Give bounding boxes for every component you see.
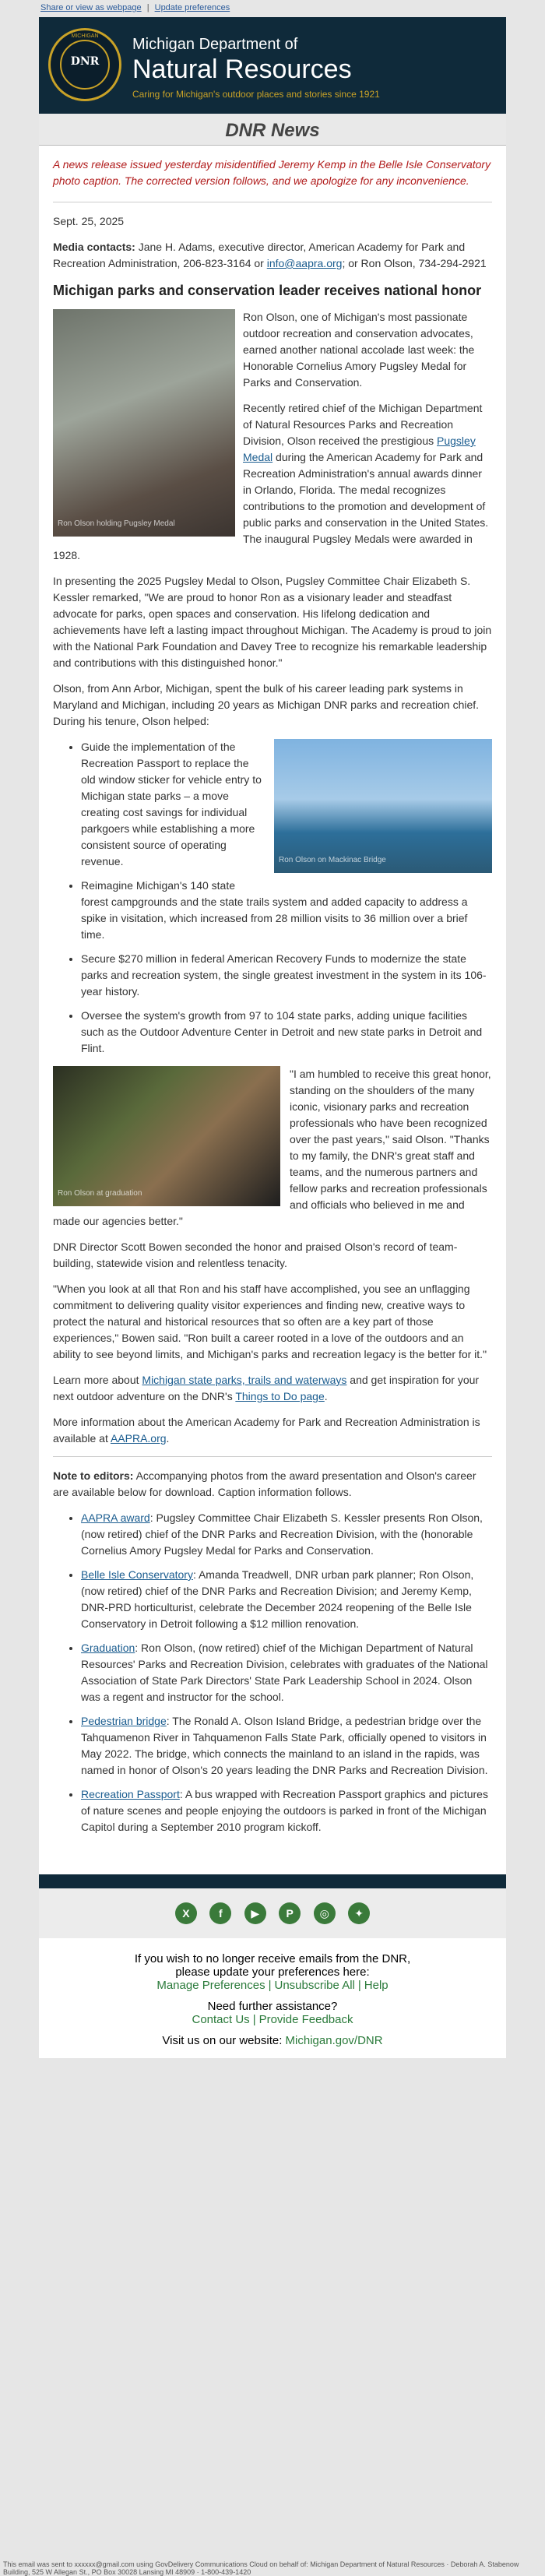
pipe-separator: | — [252, 2013, 256, 2026]
caption-text: : Pugsley Committee Chair Elizabeth S. Kessler presents Ron Olson, (now retired) chief of the DNR Parks and Recreation Division, with the (honorable Cornelius Amory Pugsley Medal for Parks and Conservation. — [81, 1511, 483, 1557]
aapra-email-link[interactable]: info@aapra.org — [266, 257, 343, 269]
photo-olson-medal[interactable] — [53, 309, 235, 537]
para-medal-a: Recently retired chief of the Michigan Department of Natural Resources Parks and Recreation Division, Olson received the prestigious — [243, 402, 483, 447]
para-learn-more — [53, 1372, 492, 1405]
correction-notice: A news release issued yesterday misidentified Jeremy Kemp in the Belle Isle Conservatory photo caption. The corrected version follows, and we apologize for any inconvenience. — [53, 158, 491, 187]
para-olson-quote: "I am humbled to receive this great honor, standing on the shoulders of the many iconic, visionary parks and recreation professionals who have been recognized over the past years," said Olson. "Thanks to my family, the DNR's great staff and teams, and the numerous partners and fellow parks and recreation professionals and officials who believed in me and made our agencies better." — [53, 1068, 491, 1227]
things-to-do-link[interactable]: Things to Do page — [235, 1390, 325, 1402]
dnr-website-link[interactable]: Michigan.gov/DNR — [285, 2034, 383, 2047]
pinterest-icon[interactable]: P — [279, 1902, 301, 1924]
support-links — [54, 2013, 490, 2026]
caption-item — [81, 1713, 492, 1779]
footer-visit-text: Visit us on our website: — [162, 2034, 286, 2047]
state-parks-link[interactable]: Michigan state parks, trails and waterways — [142, 1374, 347, 1386]
aapra-text-a: More information about the American Academy for Park and Recreation Administration is available at — [53, 1416, 480, 1445]
para-medal-b: during the American Academy for Park and Recreation Administration's annual awards dinner in Orlando, Florida. The medal recognizes contributions to the promotion and development of public parks and conservation in the United States. The inaugural Pugsley Medals were awarded in 1928. — [53, 451, 489, 561]
photo-alt: Ron Olson at graduation — [58, 1189, 142, 1198]
caption-item — [81, 1786, 492, 1835]
learn-text-c: . — [324, 1390, 328, 1402]
article-headline: Michigan parks and conservation leader receives national honor — [53, 283, 482, 298]
preference-links — [54, 1979, 490, 1992]
header-tagline: Caring for Michigan's outdoor places and stories since 1921 — [132, 89, 380, 100]
photo-alt: Ron Olson holding Pugsley Medal — [58, 519, 175, 528]
photo-olson-bridge[interactable] — [274, 739, 492, 873]
news-banner-title: DNR News — [225, 120, 320, 141]
bluesky-icon[interactable]: ✦ — [348, 1902, 370, 1924]
footer-line-1: If you wish to no longer receive emails from the DNR, — [134, 1952, 411, 1965]
pipe-separator: | — [268, 1979, 272, 1992]
contact-us-link[interactable]: Contact Us — [192, 2013, 250, 2026]
aapra-link[interactable]: AAPRA.org — [110, 1432, 167, 1445]
youtube-icon[interactable]: ▶ — [244, 1902, 266, 1924]
top-links — [0, 0, 545, 16]
para-intro: Ron Olson, one of Michigan's most passionate outdoor recreation and conservation advocates, earned another national accolade last week: the Honorable Cornelius Amory Pugsley Medal for Parks and Conservation. — [243, 311, 475, 389]
article-content — [39, 146, 506, 1860]
media-contacts — [53, 239, 492, 272]
footer-band — [39, 1874, 506, 1888]
caption-link-belle-isle[interactable]: Belle Isle Conservatory — [81, 1568, 193, 1581]
caption-text: : A bus wrapped with Recreation Passport graphics and pictures of nature scenes and people enjoying the outdoors is parked in front of the Michigan Capitol during a September 2010 program kickoff. — [81, 1788, 488, 1833]
para-bowen: DNR Director Scott Bowen seconded the honor and praised Olson's record of team-building, statewide vision and relentless tenacity. — [53, 1240, 458, 1269]
release-date: Sept. 25, 2025 — [53, 215, 125, 227]
seal-text: DNR — [70, 55, 100, 68]
top-separator: | — [146, 3, 149, 12]
note-to-editors — [53, 1468, 492, 1501]
photo-olson-graduation[interactable] — [53, 1066, 280, 1206]
footer-line-2: please update your preferences here: — [175, 1965, 370, 1979]
caption-item — [81, 1640, 492, 1705]
editors-text: Accompanying photos from the award presentation and Olson's career are available below for download. Caption information follows. — [53, 1469, 476, 1498]
instagram-icon[interactable]: ◎ — [314, 1902, 336, 1924]
media-contacts-label: Media contacts: — [53, 241, 135, 253]
help-link[interactable]: Help — [364, 1979, 389, 1992]
fine-print: This email was sent to xxxxxx@gmail.com using GovDelivery Communications Cloud on behalf of: Michigan Department of Natural Resources · Deborah A. Stabenow Building, 525 W Allegan St., PO Box 30028 Lansing MI 48909 · 1-800-439-1420 — [3, 2560, 519, 2576]
email-body — [39, 17, 506, 2058]
aapra-text-b: . — [166, 1432, 170, 1445]
social-links — [39, 1888, 506, 1938]
list-item: • Oversee the system's growth from 97 to 104 state parks, adding unique facilities such as the Outdoor Adventure Center in Detroit and new state parks in Detroit and Flint. — [81, 1008, 492, 1057]
para-bowen-quote: "When you look at all that Ron and his staff have accomplished, you see an unflagging commitment to delivering quality visitor experiences and finding new, creative ways to protect the natural and historical resources that so often are a key part of those experiences," Bowen said. "Ron built a career rooted in a love of the outdoors and an ability to see beyond limits, and Michigan's parks and recreation legacy is the better for it." — [53, 1283, 487, 1360]
list-item: • Secure $270 million in federal American Recovery Funds to modernize the state parks and recreation system, the single greatest investment in the system in its 106-year history. — [81, 951, 492, 1000]
caption-item — [81, 1510, 492, 1559]
facebook-icon[interactable]: f — [209, 1902, 231, 1924]
list-item: • Guide the implementation of the Recreation Passport to replace the old window sticker for vehicle entry to Michigan state parks – a move creating cost savings for individual parkgoers while establishing a more consistent source of operating revenue. — [81, 739, 492, 870]
news-banner — [39, 114, 506, 146]
divider — [53, 1456, 492, 1457]
unsubscribe-all-link[interactable]: Unsubscribe All — [274, 1979, 355, 1992]
caption-link-recreation-passport[interactable]: Recreation Passport — [81, 1788, 180, 1800]
footer-website — [54, 2034, 490, 2047]
seal-ring-text: MICHIGAN — [71, 33, 99, 39]
provide-feedback-link[interactable]: Provide Feedback — [258, 2013, 353, 2026]
dnr-header — [39, 17, 506, 114]
x-icon[interactable]: X — [175, 1902, 197, 1924]
para-aapra-info — [53, 1414, 492, 1447]
learn-text-b: and get inspiration for your next outdoor adventure on the DNR's — [53, 1374, 480, 1402]
caption-link-graduation[interactable]: Graduation — [81, 1642, 135, 1654]
caption-text: : Ron Olson, (now retired) chief of the Michigan Department of Natural Resources' Parks and Recreation Division, celebrates with graduates of the National Association of State Park Directors' State Park Leadership School in 2024. Olson was a regent and instructor for the school. — [81, 1642, 488, 1703]
caption-link-aapra-award[interactable]: AAPRA award — [81, 1511, 150, 1524]
update-preferences-link[interactable]: Update preferences — [154, 3, 230, 12]
para-kessler-quote: In presenting the 2025 Pugsley Medal to Olson, Pugsley Committee Chair Elizabeth S. Kessler remarked, "We are proud to honor Ron as a visionary leader and steadfast advocate for parks, open spaces and conservation. His lifelong dedication and achievements have left a lasting impact throughout Michigan. The Academy is proud to join with the National Park Foundation and Davey Tree to recognize his remarkable leadership and contributions with this distinguished honor." — [53, 575, 492, 669]
header-title: Natural Resources — [132, 55, 352, 84]
contacts-text-2: ; or Ron Olson, 734-294-2921 — [342, 257, 487, 269]
caption-text: : The Ronald A. Olson Island Bridge, a pedestrian bridge over the Tahquamenon River in Tahquamenon Falls State Park, officially opened to visitors in May 2022. The bridge, which connects the mainland to an island in the rapids, was named in honor of Olson's 20 years leading the DNR Parks and Recreation Division. — [81, 1715, 488, 1776]
caption-item — [81, 1567, 492, 1632]
pugsley-medal-link[interactable]: Pugsley Medal — [243, 435, 476, 463]
pipe-separator: | — [357, 1979, 361, 1992]
footer-assist: Need further assistance? — [207, 2000, 338, 2013]
para-career: Olson, from Ann Arbor, Michigan, spent the bulk of his career leading park systems in Maryland and Michigan, including 20 years as Michigan DNR parks and recreation chief. During his tenure, Olson helped: — [53, 682, 480, 727]
caption-text: : Amanda Treadwell, DNR urban park planner; Ron Olson, (now retired) chief of the DNR Parks and Recreation Division; and Jeremy Kemp, DNR-PRD horticulturist, celebrate the December 2024 reopening of the Belle Isle Conservatory in Detroit following a $12 million renovation. — [81, 1568, 474, 1630]
email-footer — [39, 1938, 506, 2058]
photo-captions-list — [53, 1510, 492, 1835]
photo-alt: Ron Olson on Mackinac Bridge — [279, 856, 386, 864]
list-item: • Reimagine Michigan's 140 state forest campgrounds and the state trails system and added capacity to address a spike in visitation, which increased from 28 million visits to 36 million over a brief time. — [81, 878, 492, 943]
caption-link-pedestrian-bridge[interactable]: Pedestrian bridge — [81, 1715, 167, 1727]
manage-preferences-link[interactable]: Manage Preferences — [156, 1979, 265, 1992]
dnr-seal-logo — [48, 28, 121, 101]
share-webpage-link[interactable]: Share or view as webpage — [40, 3, 142, 12]
header-dept-line: Michigan Department of — [132, 36, 298, 53]
contacts-text-1: Jane H. Adams, executive director, American Academy for Park and Recreation Administration, 206-823-3164 or — [53, 241, 466, 269]
learn-text-a: Learn more about — [53, 1374, 142, 1386]
editors-label: Note to editors: — [53, 1469, 134, 1482]
